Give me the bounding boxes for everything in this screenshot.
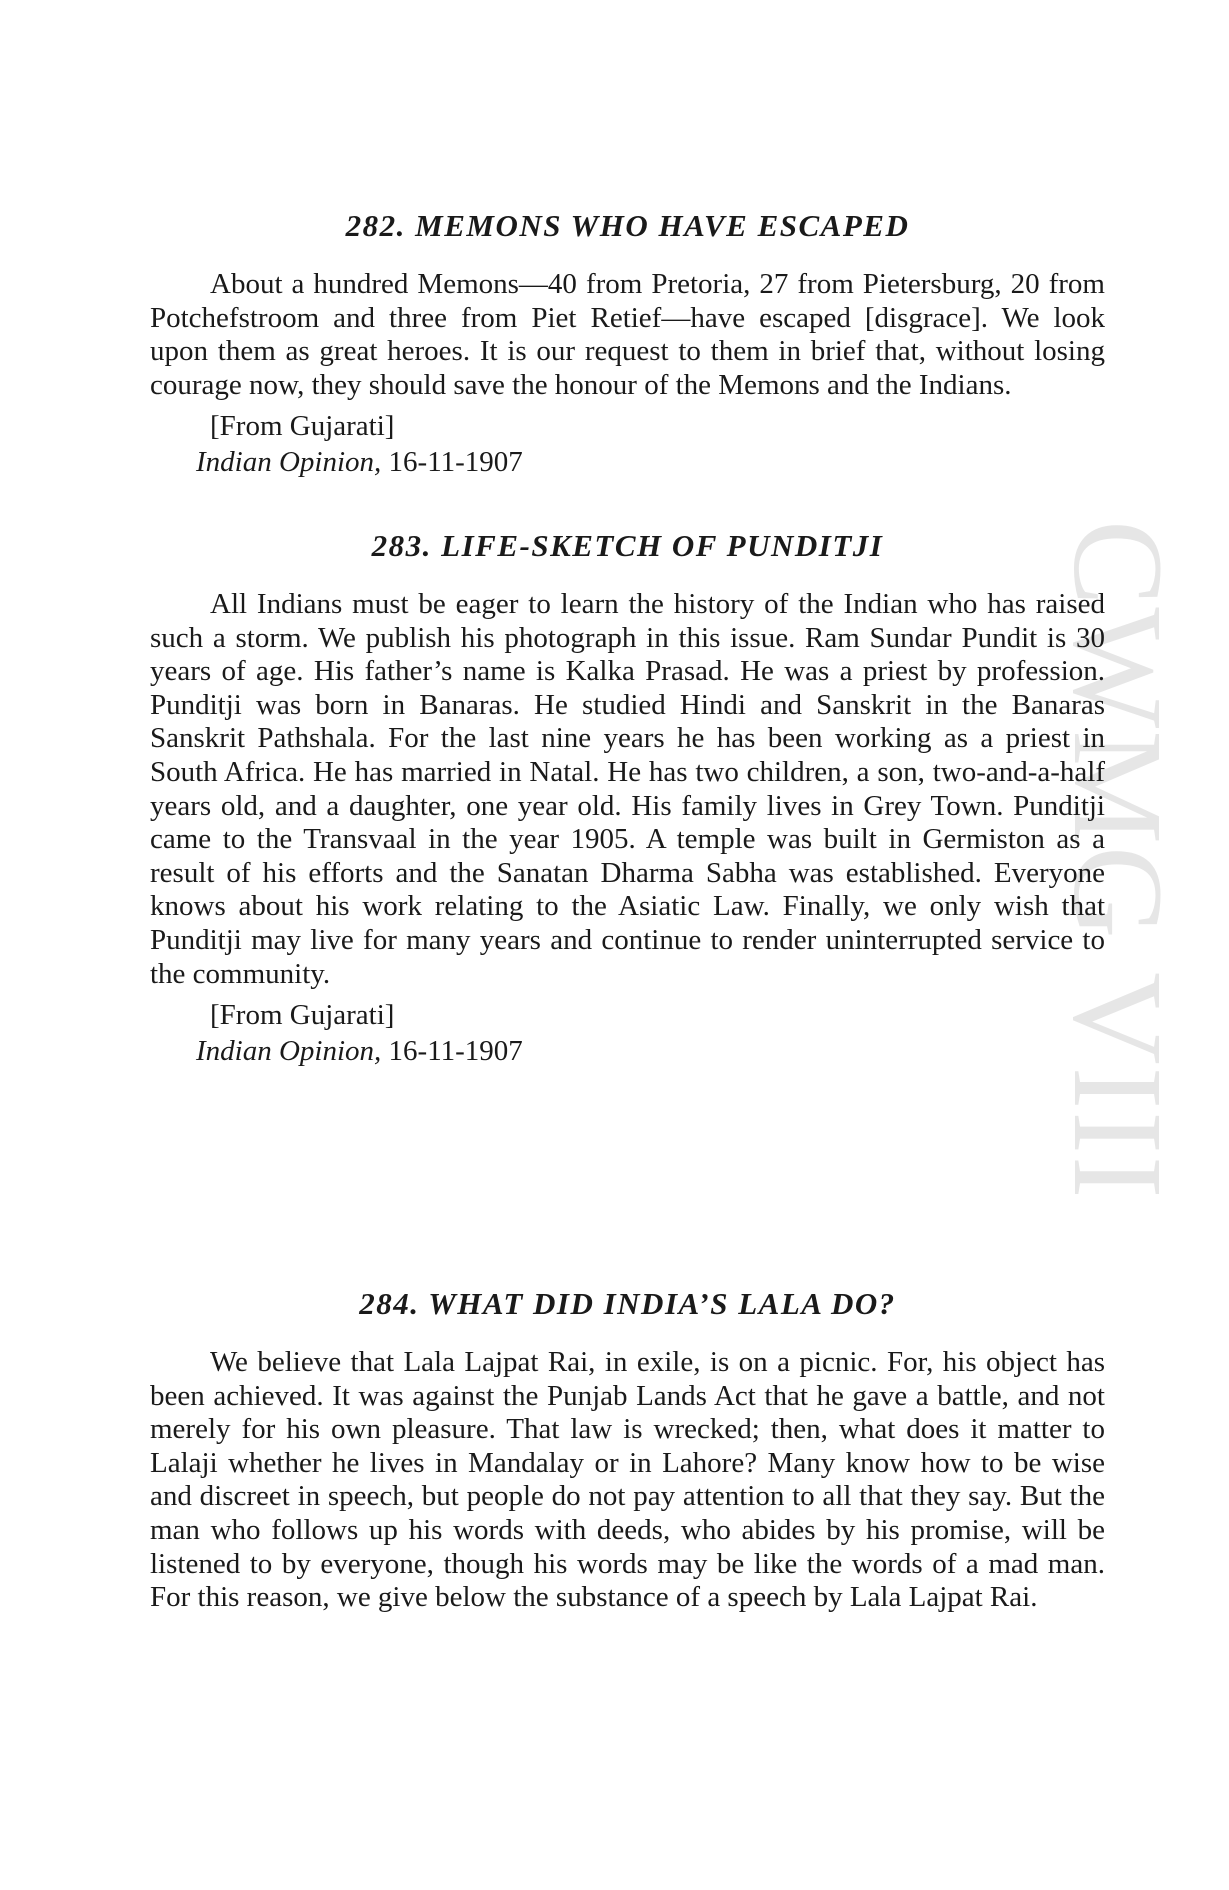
page [150, 0, 1105, 1890]
citation [196, 444, 1105, 480]
article-282 [150, 208, 1105, 480]
article-body: All Indians must be eager to learn the history of the Indian who has raised such a storm. We publish his photograph in this issue. Ram Sundar Pundit is 30 years of age. His father’s name is Kalka Prasad. He was a priest by profession. Punditji was born in Banaras. He studied Hindi and Sanskrit in the Banaras Sanskrit Pathshala. For the last nine years he has been working as a priest in South Africa. He has married in Natal. He has two children, a son, two-and-a-half years old, and a daughter, one year old. His family lives in Grey Town. Punditji came to the Transvaal in the year 1905. A temple was built in Germiston as a result of his efforts and the Sanatan Dharma Sabha was established. Everyone knows about his work relating to the Asiatic Law. Finally, we only wish that Punditji may live for many years and continue to render uninterrupted service to the community. [150, 588, 1105, 990]
publication-name: Indian Opinion, [196, 1035, 382, 1068]
publication-date: 16-11-1907 [388, 446, 523, 479]
article-heading: 284. WHAT DID INDIA’S LALA DO? [359, 1286, 896, 1321]
article-body: We believe that Lala Lajpat Rai, in exile, is on a picnic. For, his object has been achieved. It was against the Punjab Lands Act that he gave a battle, and not merely for his own pleasure. That law is wrecked; then, what does it matter to Lalaji whether he lives in Mandalay or in Lahore? Many know how to be wise and discreet in speech, but people do not pay attention to all that they say. But the man who follows up his words with deeds, who abides by his promise, will be listened to by everyone, though his words may be like the words of a mad man. For this reason, we give below the substance of a speech by Lala Lajpat Rai. [150, 1346, 1105, 1614]
source-note: [From Gujarati] [210, 999, 395, 1032]
watermark: CWMG VIII [1047, 520, 1189, 1201]
article-heading: 282. MEMONS WHO HAVE ESCAPED [345, 208, 910, 243]
source-note: [From Gujarati] [210, 410, 395, 443]
article-heading: 283. LIFE-SKETCH OF PUNDITJI [371, 528, 884, 563]
citation [196, 1033, 1105, 1069]
article-283 [150, 528, 1105, 1069]
article-body: About a hundred Memons—40 from Pretoria, 27 from Pietersburg, 20 from Potchefstroom and three from Piet Retief—have escaped [disgrace]. We look upon them as great heroes. It is our request to them in brief that, without losing courage now, they should save the honour of the Memons and the Indians. [150, 268, 1105, 401]
publication-name: Indian Opinion, [196, 446, 382, 479]
article-284 [150, 1286, 1105, 1615]
publication-date: 16-11-1907 [388, 1035, 523, 1068]
